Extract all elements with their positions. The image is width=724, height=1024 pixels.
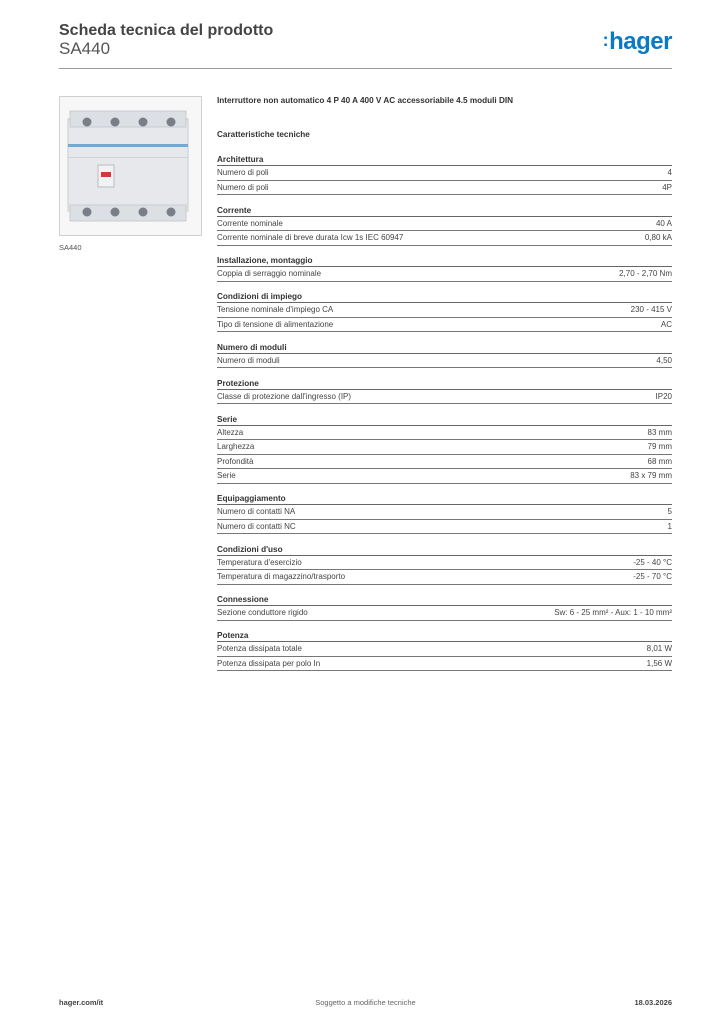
spec-value: 68 mm <box>647 456 672 466</box>
spec-value: IP20 <box>655 391 672 401</box>
spec-row <box>217 166 672 181</box>
product-image <box>59 96 202 236</box>
logo-text: hager <box>609 28 672 55</box>
spec-label: Temperatura d'esercizio <box>217 557 302 567</box>
specs-title: Caratteristiche tecniche <box>217 130 310 139</box>
spec-label: Corrente nominale <box>217 218 283 228</box>
spec-label: Potenza dissipata per polo In <box>217 658 321 668</box>
spec-group <box>217 493 672 534</box>
footer-date: 18.03.2026 <box>634 998 672 1007</box>
spec-group-title: Potenza <box>217 630 672 642</box>
spec-groups <box>217 154 672 671</box>
spec-value: 4P <box>662 182 672 192</box>
spec-sheet <box>217 96 672 681</box>
spec-value: 2,70 - 2,70 Nm <box>619 269 672 278</box>
spec-label: Classe di protezione dall'ingresso (IP) <box>217 391 352 401</box>
spec-value: 40 A <box>655 218 672 228</box>
spec-value: 230 - 415 V <box>630 305 672 314</box>
spec-label: Potenza dissipata totale <box>217 644 302 653</box>
spec-group-title: Installazione, montaggio <box>217 255 672 267</box>
spec-label: Larghezza <box>217 442 255 451</box>
spec-row <box>217 303 672 318</box>
page-header <box>59 22 672 68</box>
spec-value: AC <box>660 319 672 329</box>
spec-value: 83 x 79 mm <box>630 471 672 480</box>
image-caption: SA440 <box>59 243 82 252</box>
spec-label: Serie <box>217 471 236 480</box>
spec-row <box>217 657 672 672</box>
spec-label: Numero di contatti NC <box>217 521 296 531</box>
spec-label: Numero di poli <box>217 182 269 192</box>
spec-value: 83 mm <box>647 427 672 437</box>
spec-group <box>217 205 672 246</box>
spec-group-title: Architettura <box>217 154 672 166</box>
spec-label: Temperatura di magazzino/trasporto <box>217 572 346 581</box>
spec-group <box>217 378 672 405</box>
spec-value: -25 - 70 °C <box>633 572 672 581</box>
spec-label: Numero di poli <box>217 168 269 177</box>
spec-row <box>217 426 672 441</box>
spec-value: 1 <box>667 521 672 531</box>
spec-row <box>217 267 672 282</box>
product-description: Interruttore non automatico 4 P 40 A 400 V AC accessoriabile 4.5 moduli DIN <box>217 96 514 105</box>
spec-row <box>217 354 672 369</box>
spec-group <box>217 630 672 671</box>
spec-row <box>217 520 672 535</box>
spec-group-title: Protezione <box>217 378 672 390</box>
spec-label: Altezza <box>217 427 244 437</box>
footer-website-link[interactable]: hager.com/it <box>59 998 104 1007</box>
spec-value: -25 - 40 °C <box>633 557 672 567</box>
hager-logo: :hager <box>602 28 672 55</box>
spec-value: 8,01 W <box>646 644 672 653</box>
spec-value: Sw: 6 - 25 mm² - Aux: 1 - 10 mm² <box>554 608 672 617</box>
spec-value: 4,50 <box>656 355 672 365</box>
spec-group <box>217 154 672 195</box>
spec-group <box>217 594 672 621</box>
spec-group <box>217 544 672 585</box>
header-divider <box>59 68 672 69</box>
spec-row <box>217 440 672 455</box>
spec-group <box>217 291 672 332</box>
spec-label: Numero di moduli <box>217 355 280 365</box>
spec-label: Coppia di serraggio nominale <box>217 269 322 278</box>
spec-group-title: Condizioni d'uso <box>217 544 672 556</box>
spec-group-title: Connessione <box>217 594 672 606</box>
spec-value: 5 <box>667 507 672 516</box>
spec-label: Sezione conduttore rigido <box>217 608 308 617</box>
spec-row <box>217 570 672 585</box>
footer-note: Soggetto a modifiche tecniche <box>315 998 416 1007</box>
spec-row <box>217 390 672 405</box>
page-footer <box>59 998 672 1010</box>
spec-row <box>217 505 672 520</box>
spec-row <box>217 469 672 484</box>
spec-label: Numero di contatti NA <box>217 507 296 516</box>
spec-row <box>217 217 672 232</box>
spec-group-title: Corrente <box>217 205 672 217</box>
spec-group-title: Serie <box>217 414 672 426</box>
spec-row <box>217 231 672 246</box>
spec-row <box>217 642 672 657</box>
spec-row <box>217 455 672 470</box>
spec-label: Tensione nominale d'impiego CA <box>217 305 334 314</box>
spec-value: 1,56 W <box>646 658 672 668</box>
spec-row <box>217 181 672 196</box>
spec-value: 0,80 kA <box>644 233 672 242</box>
spec-row <box>217 606 672 621</box>
spec-row <box>217 318 672 333</box>
spec-group <box>217 414 672 484</box>
spec-label: Tipo di tensione di alimentazione <box>217 319 334 329</box>
spec-group <box>217 342 672 369</box>
spec-label: Corrente nominale di breve durata Icw 1s IEC 60947 <box>217 233 404 242</box>
page-title: Scheda tecnica del prodotto <box>59 22 274 39</box>
spec-value: 79 mm <box>647 442 672 451</box>
product-code: SA440 <box>59 39 111 58</box>
spec-label: Profondità <box>217 456 254 466</box>
spec-group <box>217 255 672 282</box>
spec-group-title: Numero di moduli <box>217 342 672 354</box>
spec-group-title: Condizioni di impiego <box>217 291 672 303</box>
spec-group-title: Equipaggiamento <box>217 493 672 505</box>
spec-row <box>217 556 672 571</box>
spec-value: 4 <box>667 168 672 177</box>
